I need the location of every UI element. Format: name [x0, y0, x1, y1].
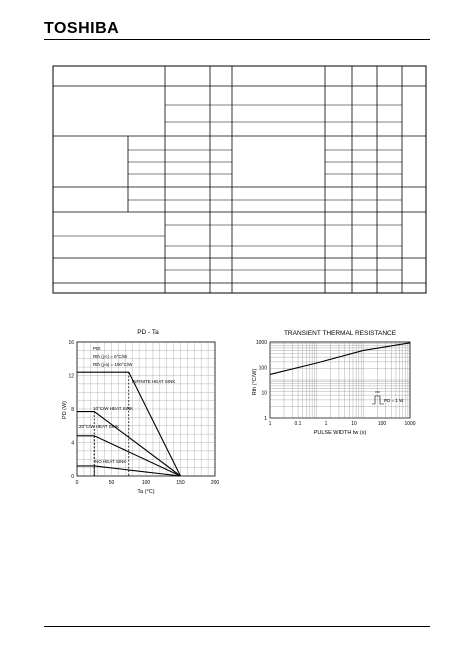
chart2-title: TRANSIENT THERMAL RESISTANCE	[283, 330, 397, 337]
chart1-y-tick-label: 8	[71, 407, 74, 413]
chart1-legend-line-1: PDt	[93, 346, 101, 351]
chart2-y-tick-label: 1000	[255, 340, 267, 346]
chart1-x-tick-label: 150	[176, 480, 185, 486]
chart1-label-no-sink: NO HEAT SINK	[95, 459, 127, 464]
chart1-y-tick-label: 12	[68, 373, 74, 380]
chart2-x-tick-label: 1000	[404, 421, 416, 427]
chart1-label-10cw: 10°C/W HEAT SINK	[93, 406, 134, 411]
chart2-grid	[270, 342, 410, 418]
chart1-x-tick-label: 50	[108, 480, 115, 486]
brand-logo: TOSHIBA	[44, 20, 120, 37]
chart1-label-20cw: 20°C/W HEAT SINK	[79, 424, 120, 429]
chart2-y-tick-label: 1	[264, 416, 267, 422]
chart1-x-tick-label: 200	[210, 480, 220, 486]
chart-pd-ta	[62, 329, 219, 495]
chart1-y-tick-label: 4	[71, 440, 74, 447]
chart1-y-tick-label: 16	[68, 340, 74, 346]
chart1-legend-line-3: Rth (j-a) = 100°C/W	[93, 362, 133, 367]
chart-transient-thermal	[252, 330, 416, 436]
chart2-x-tick-label: 1	[324, 421, 328, 427]
chart1-x-tick-label: 0	[75, 480, 79, 486]
chart2-x-tick-label: 0.1	[294, 421, 302, 427]
chart2-y-tick-label: 10	[261, 390, 267, 397]
chart2-y-tick-label: 100	[258, 365, 267, 372]
chart1-y-tick-label: 0	[71, 474, 74, 480]
chart2-x-tick-label: 100	[377, 421, 387, 427]
chart2-x-tick-label: 1	[268, 421, 272, 427]
chart2-x-tick-label: 10	[351, 421, 357, 427]
chart1-x-tick-label: 100	[141, 480, 151, 486]
chart1-xlabel: Ta (°C)	[137, 489, 155, 495]
chart2-ylabel: Rth (°C/W)	[252, 368, 258, 396]
chart1-title: PD - Ta	[137, 329, 159, 336]
chart2-xlabel: PULSE WIDTH tw (s)	[313, 430, 367, 436]
chart2-annotation: PD = 1 W	[384, 398, 404, 403]
chart1-label-infinite: INFINITE HEAT SINK	[132, 379, 176, 384]
chart1-legend-line-2: Rth (j-c) = 6°C/W	[93, 354, 128, 359]
spec-table	[53, 66, 426, 293]
chart1-ylabel: PD (W)	[62, 400, 68, 420]
